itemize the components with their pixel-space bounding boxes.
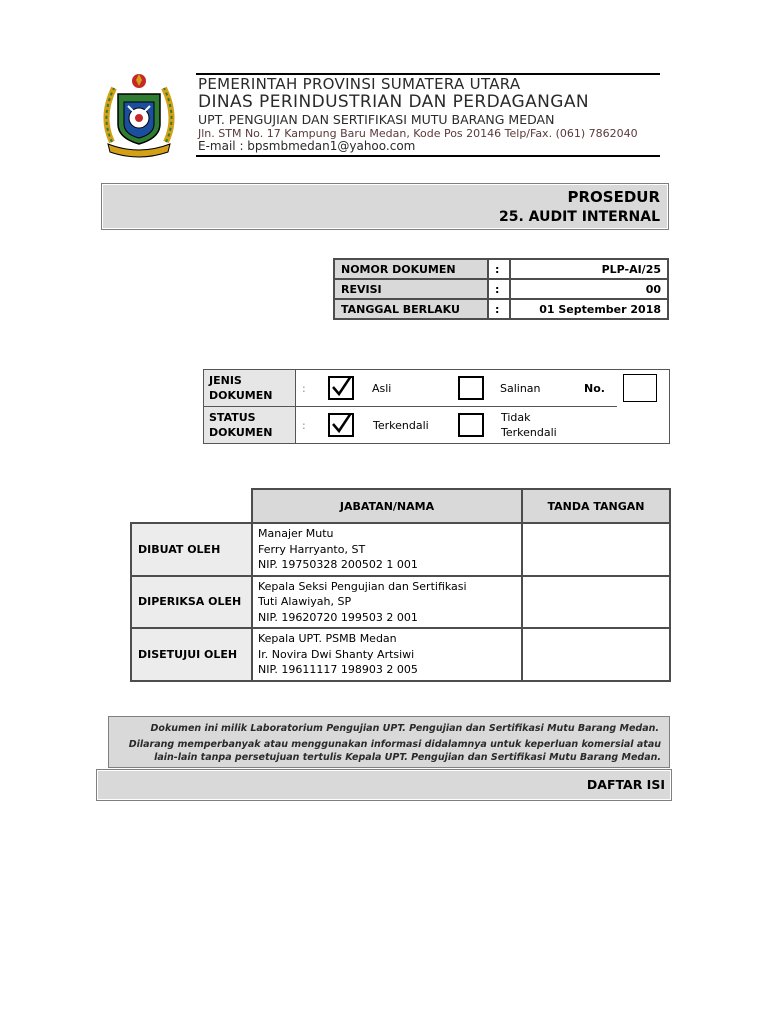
tidak-label: Tidak	[501, 411, 531, 424]
header-unit-name: UPT. PENGUJIAN DAN SERTIFIKASI MUTU BARANG MEDAN	[198, 112, 555, 127]
jenis-label-b: DOKUMEN	[209, 389, 273, 402]
row-person	[252, 576, 522, 629]
person-nip: NIP. 19611117 198903 2 005	[258, 663, 418, 676]
row-person	[252, 523, 522, 576]
document-type-status-box	[203, 369, 670, 444]
person-position: Manajer Mutu	[258, 527, 334, 540]
doc-info-row	[334, 259, 668, 279]
header-agency-name: DINAS PERINDUSTRIAN DAN PERDAGANGAN	[198, 92, 589, 112]
provincial-emblem-logo	[98, 72, 180, 158]
person-name: Tuti Alawiyah, SP	[258, 595, 352, 608]
header-email: E-mail : bpsmbmedan1@yahoo.com	[198, 139, 416, 153]
signature-cell	[522, 576, 670, 629]
doc-info-sep: :	[488, 259, 510, 279]
signature-cell	[522, 523, 670, 576]
header-government-name: PEMERINTAH PROVINSI SUMATERA UTARA	[198, 75, 521, 93]
status-label-a: STATUS	[209, 411, 256, 424]
empty-corner-cell	[131, 489, 252, 523]
person-nip: NIP. 19620720 199503 2 001	[258, 610, 418, 624]
doc-info-value: 00	[510, 279, 668, 299]
terkendali-checkbox[interactable]	[328, 413, 354, 437]
notice-line-1: Dokumen ini milik Laboratorium Pengujian UPT. Pengujian dan Sertifikasi Mutu Barang Medan.	[150, 723, 659, 734]
tidak-terkendali-checkbox[interactable]	[458, 413, 484, 437]
copy-number-label: No.	[584, 382, 605, 395]
doc-info-sep: :	[488, 299, 510, 319]
person-name: Ferry Harryanto, ST	[258, 542, 366, 556]
person-nip: NIP. 19750328 200502 1 001	[258, 558, 418, 571]
table-row	[131, 628, 670, 681]
jenis-sep: :	[302, 382, 306, 395]
toc-title: DAFTAR ISI	[586, 777, 665, 792]
col-header-signature: TANDA TANGAN	[522, 489, 670, 523]
procedure-name: 25. AUDIT INTERNAL	[499, 209, 660, 225]
ownership-notice-box	[108, 716, 670, 768]
doc-info-value: PLP-AI/25	[510, 259, 668, 279]
table-row	[131, 523, 670, 576]
table-row	[131, 576, 670, 629]
notice-line-3: lain-lain tanpa persetujuan tertulis Kepala UPT. Pengujian dan Sertifikasi Mutu Barang Medan.	[154, 752, 661, 763]
person-position: Kepala UPT. PSMB Medan	[258, 632, 397, 645]
asli-label: Asli	[372, 382, 392, 395]
col-header-position-name: JABATAN/NAMA	[252, 489, 522, 523]
signature-header-row	[131, 489, 670, 523]
doc-info-sep: :	[488, 279, 510, 299]
checkmark-icon	[330, 415, 352, 435]
copy-number-box[interactable]	[623, 374, 657, 402]
doc-info-row	[334, 279, 668, 299]
status-label-b: DOKUMEN	[209, 426, 273, 439]
document-info-table	[333, 258, 669, 320]
approval-signature-table	[130, 488, 671, 682]
procedure-label: PROSEDUR	[567, 188, 660, 206]
terkendali-label: Terkendali	[373, 419, 429, 432]
doc-info-row	[334, 299, 668, 319]
asli-checkbox[interactable]	[328, 376, 354, 400]
status-label-cell	[204, 407, 296, 443]
jenis-label-a: JENIS	[209, 374, 242, 387]
person-name: Ir. Novira Dwi Shanty Artsiwi	[258, 647, 415, 661]
row-role: DISETUJUI OLEH	[131, 628, 252, 681]
procedure-title-bar	[101, 183, 669, 230]
row-role: DIBUAT OLEH	[131, 523, 252, 576]
signature-cell	[522, 628, 670, 681]
doc-info-value: 01 September 2018	[510, 299, 668, 319]
header-address: Jln. STM No. 17 Kampung Baru Medan, Kode Pos 20146 Telp/Fax. (061) 7862040	[198, 127, 638, 140]
checkmark-icon	[330, 378, 352, 398]
row-role: DIPERIKSA OLEH	[131, 576, 252, 629]
table-of-contents-bar	[96, 769, 672, 801]
jenis-label-cell	[204, 370, 296, 406]
salinan-label: Salinan	[500, 382, 541, 395]
doc-info-key: TANGGAL BERLAKU	[334, 299, 488, 319]
notice-line-2: Dilarang memperbanyak atau menggunakan informasi didalamnya untuk keperluan komersial atau	[128, 739, 661, 750]
doc-info-key: REVISI	[334, 279, 488, 299]
header-bottom-rule	[196, 155, 660, 157]
person-position: Kepala Seksi Pengujian dan Sertifikasi	[258, 579, 467, 593]
terkendali-label-2: Terkendali	[501, 426, 557, 439]
status-sep: :	[302, 419, 306, 432]
row-person	[252, 628, 522, 681]
doc-info-key: NOMOR DOKUMEN	[334, 259, 488, 279]
salinan-checkbox[interactable]	[458, 376, 484, 400]
